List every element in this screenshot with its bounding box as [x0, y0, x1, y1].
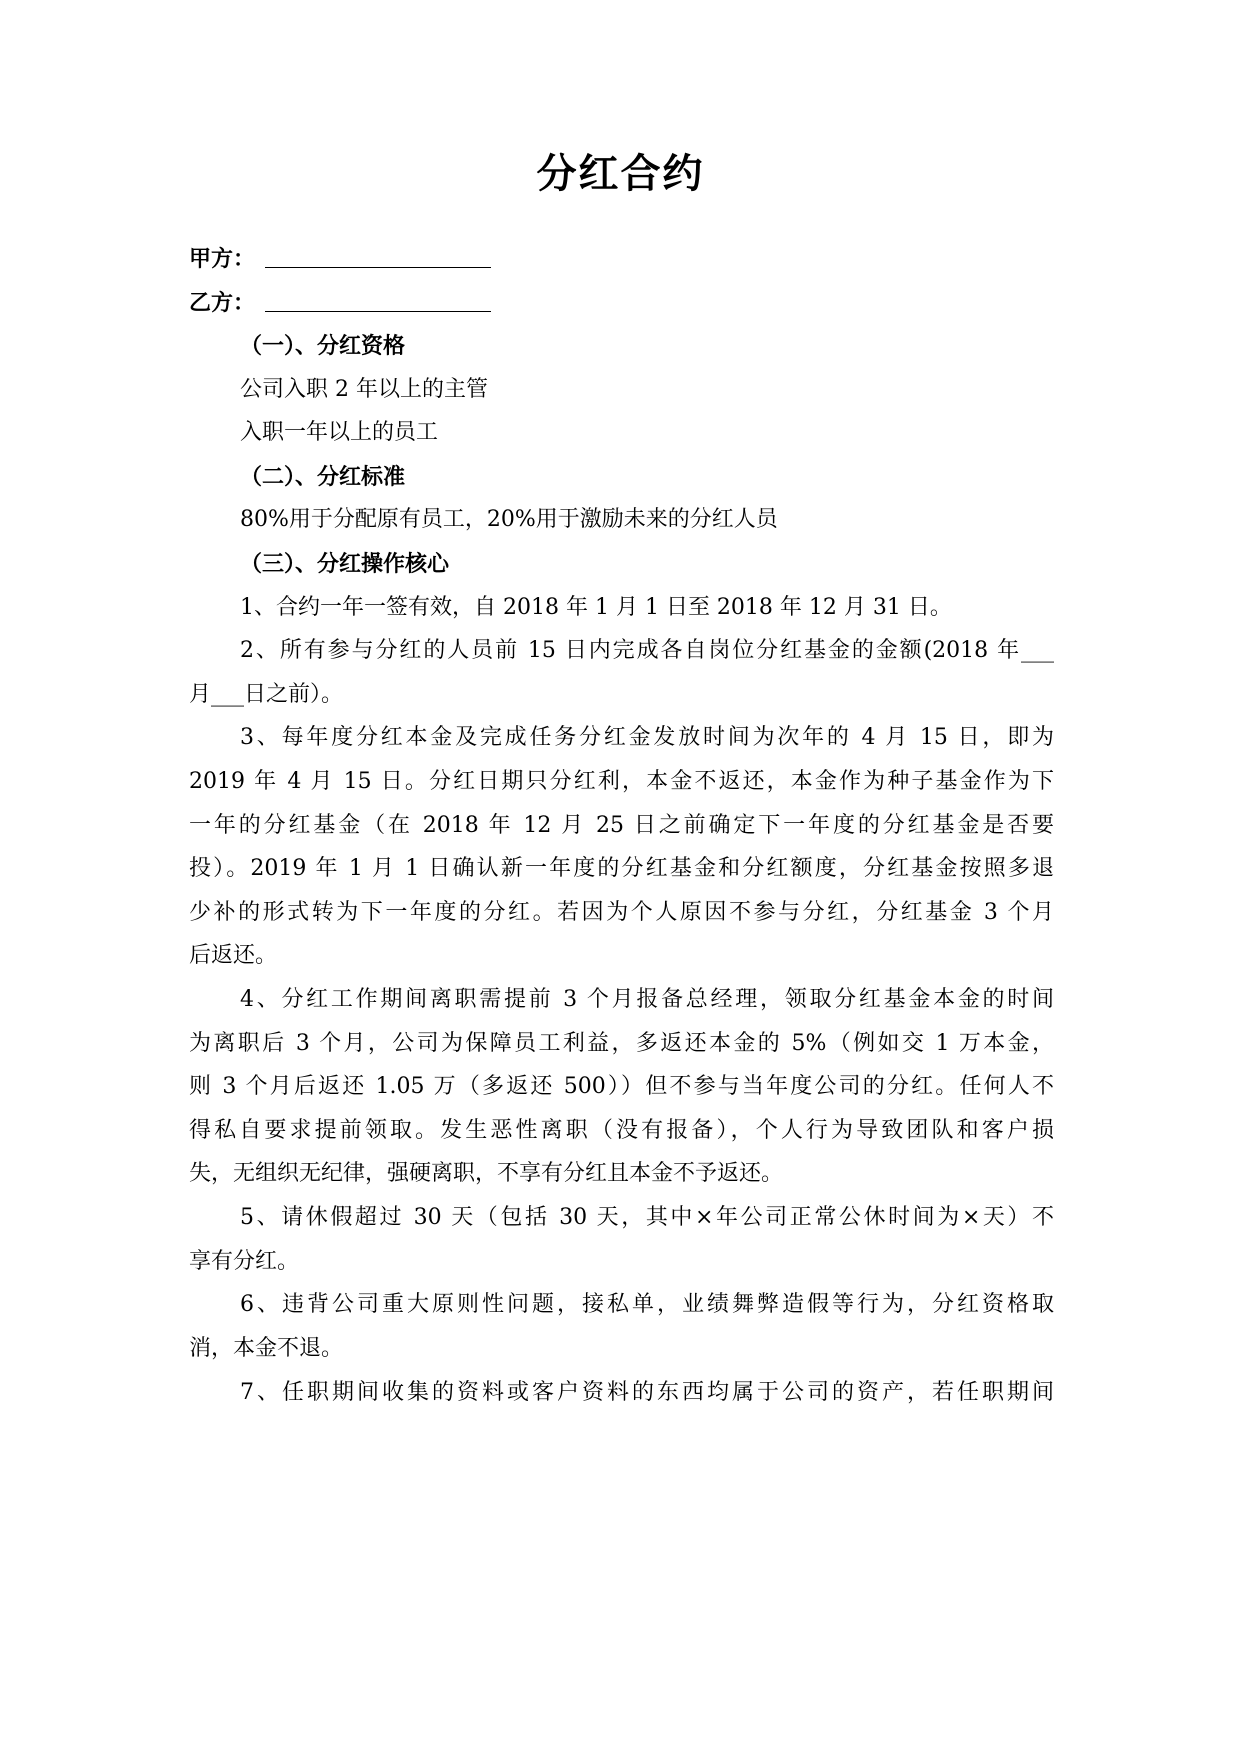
clause-3-line-1: 3、每年度分红本金及完成任务分红金发放时间为次年的 4 月 15 日，即为 — [240, 725, 1054, 750]
party-a-blank-line — [265, 267, 491, 268]
clause-3-line-4: 投）。2019 年 1 月 1 日确认新一年度的分红基金和分红额度，分红基金按照多退 — [189, 856, 1054, 881]
clause-3-line-3: 一年的分红基金（在 2018 年 12 月 25 日之前确定下一年度的分红基金是否要 — [189, 813, 1054, 838]
clause-4-line-4: 得私自要求提前领取。发生恶性离职（没有报备），个人行为导致团队和客户损 — [189, 1118, 1054, 1143]
clause-1-line-1: 1、合约一年一签有效，自 2018 年 1 月 1 日至 2018 年 12 月 31 日。 — [240, 595, 952, 620]
section-heading-standard: （二）、分红标准 — [240, 464, 406, 490]
clause-4-line-3: 则 3 个月后返还 1.05 万（多返还 500））但不参与当年度公司的分红。任何人不 — [189, 1074, 1054, 1099]
clause-4-line-2: 为离职后 3 个月，公司为保障员工利益，多返还本金的 5%（例如交 1 万本金， — [189, 1031, 1054, 1056]
clause-2-line-1: 2、所有参与分红的人员前 15 日内完成各自岗位分红基金的金额(2018 年___ — [240, 638, 1054, 663]
clause-2-line-2: 月___日之前）。 — [189, 682, 344, 707]
clause-3-line-6: 后返还。 — [189, 943, 278, 968]
document-title: 分红合约 — [536, 150, 705, 197]
clause-7-line-1: 7、任职期间收集的资料或客户资料的东西均属于公司的资产，若任职期间 — [240, 1380, 1054, 1405]
clause-5-line-1: 5、请休假超过 30 天（包括 30 天，其中×年公司正常公休时间为×天）不 — [240, 1205, 1054, 1230]
qualification-line-2: 入职一年以上的员工 — [240, 420, 439, 445]
section-heading-core: （三）、分红操作核心 — [240, 551, 450, 577]
clause-4-line-1: 4、分红工作期间离职需提前 3 个月报备总经理，领取分红基金本金的时间 — [240, 987, 1054, 1012]
standard-line-1: 80%用于分配原有员工，20%用于激励未来的分红人员 — [240, 507, 778, 532]
party-a-label: 甲方： — [189, 246, 256, 272]
clause-6-line-2: 消，本金不退。 — [189, 1336, 344, 1361]
clause-3-line-2: 2019 年 4 月 15 日。分红日期只分红利，本金不返还，本金作为种子基金作为下 — [189, 769, 1054, 794]
party-b-label: 乙方： — [189, 290, 256, 316]
section-heading-qualification: （一）、分红资格 — [240, 333, 406, 359]
clause-4-line-5: 失，无组织无纪律，强硬离职，不享有分红且本金不予返还。 — [189, 1161, 784, 1186]
qualification-line-1: 公司入职 2 年以上的主管 — [240, 377, 488, 402]
clause-3-line-5: 少补的形式转为下一年度的分红。若因为个人原因不参与分红，分红基金 3 个月 — [189, 900, 1054, 925]
clause-5-line-2: 享有分红。 — [189, 1249, 300, 1274]
clause-6-line-1: 6、违背公司重大原则性问题，接私单，业绩舞弊造假等行为，分红资格取 — [240, 1292, 1054, 1317]
party-b-blank-line — [265, 311, 491, 312]
